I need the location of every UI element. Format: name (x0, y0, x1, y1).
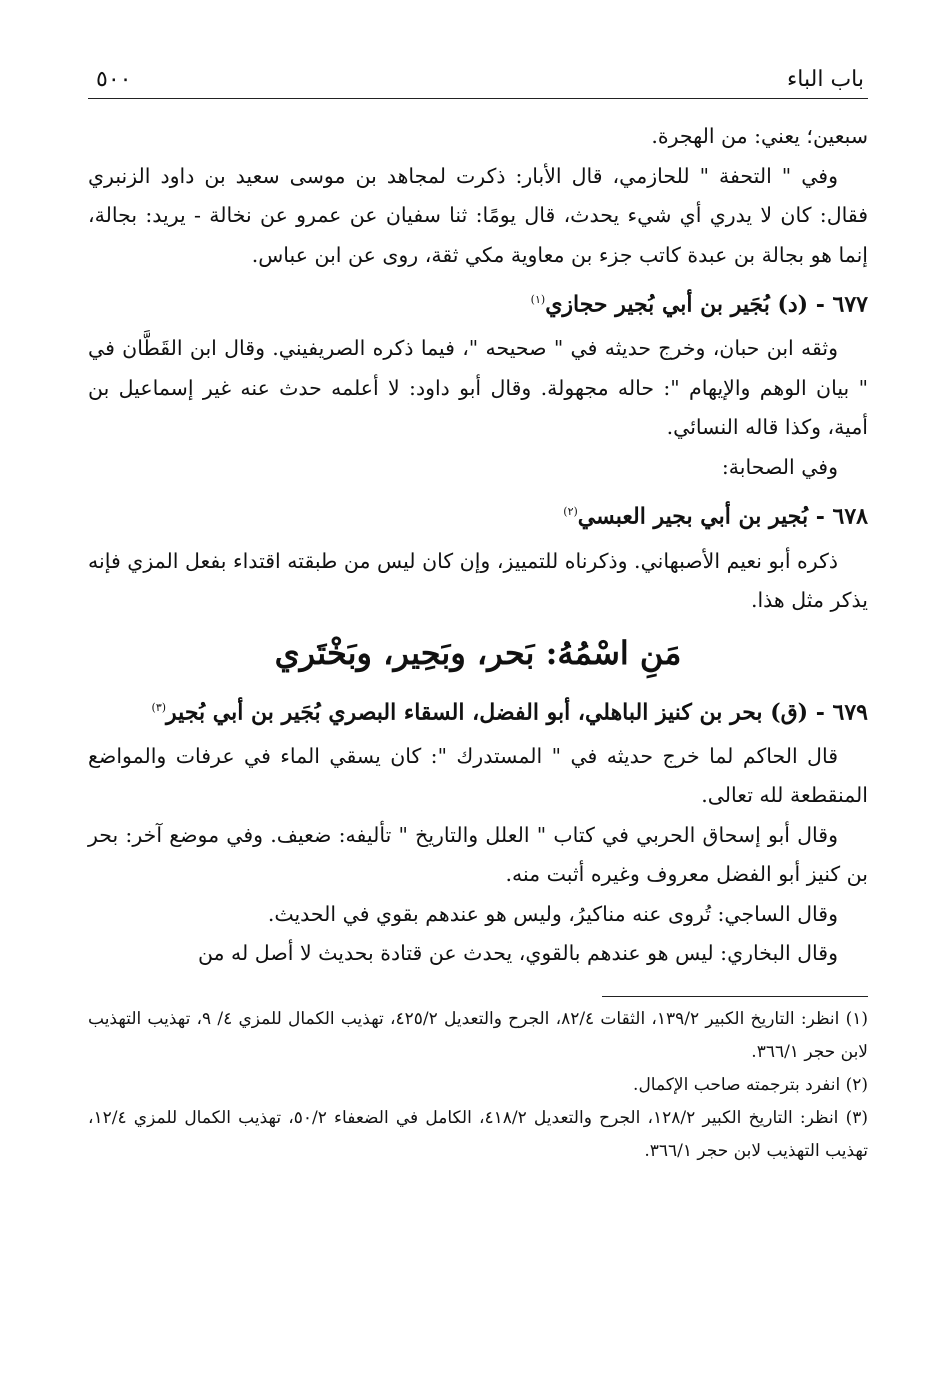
chapter-title: باب الباء (786, 67, 864, 92)
page-number: ٥٠٠ (96, 67, 132, 92)
running-header (88, 62, 868, 99)
paragraph: ذكره أبو نعيم الأصبهاني. وذكرناه للتمييز، وإن كان ليس من طبقته اقتداء بفعل المزي فإنه يذكر مثل هذا. (88, 548, 868, 613)
book-page (88, 62, 868, 1322)
entry-heading-678 (88, 491, 868, 537)
paragraph: وثقه ابن حبان، وخرج حديثه في " صحيحه "، فيما ذكره الصريفيني. وقال ابن القَطَّان في " بيان الوهم والإيهام ": حاله مجهولة. وقال أبو داود: لا أعلمه حدث عنه غير إسماعيل بن أمية، وكذا قاله النسائي. (88, 336, 868, 440)
entry-heading-text: ٦٧٨ - بُجير بن أبي بجير العبسي (577, 503, 868, 530)
footnote-ref: (١) (530, 293, 546, 306)
paragraph: سبعين؛ يعني: من الهجرة. (651, 124, 868, 148)
paragraph: وقال أبو إسحاق الحربي في كتاب " العلل والتاريخ " تأليفه: ضعيف. وفي موضع آخر: بحر بن كنيز أبو الفضل معروف وغيره أثبت منه. (88, 822, 868, 887)
entry-heading-679 (88, 687, 868, 733)
paragraph: وفي " التحفة " للحازمي، قال الأبار: ذكرت لمجاهد بن موسى سعيد بن داود الزنبري فقال: كان لا يدري أي شيء يحدث، قال يومًا: ثنا سفيان عن عمرو عن نخالة - يريد: بجالة، إنما هو بجالة بن عبدة كاتب جزء بن معاوية مكي ثقة، روى عن ابن عباس. (88, 163, 868, 267)
section-title: مَنِ اسْمُهُ: بَحر، وبَحِير، وبَخْتَري (274, 633, 682, 672)
paragraph: وقال الساجي: تُروى عنه مناكيرُ، وليس هو عندهم بقوي في الحديث. (267, 901, 838, 926)
main-text (88, 117, 868, 974)
entry-heading-677 (88, 279, 868, 325)
footnote-1: (١) انظر: التاريخ الكبير ١٣٩/٢، الثقات ٨٢/٤، الجرح والتعديل ٤٢٥/٢، تهذيب الكمال للمزي ٤/ ٩، تهذيب التهذيب لابن حجر ٣٦٦/١. (88, 1008, 868, 1062)
footnote-3: (٣) انظر: التاريخ الكبير ١٢٨/٢، الجرح والتعديل ٤١٨/٢، الكامل في الضعفاء ٥٠/٢، تهذيب الكمال للمزي ١٢/٤، تهذيب التهذيب لابن حجر ٣٦٦/١. (88, 1107, 869, 1161)
footnote-divider (602, 996, 868, 997)
paragraph: وفي الصحابة: (721, 454, 838, 479)
entry-heading-text: ٦٧٩ - (ق) بحر بن كنيز الباهلي، أبو الفضل، السقاء البصري بُجَير بن أبي بُجير (166, 698, 868, 725)
footnote-ref: (٢) (563, 505, 578, 519)
entry-heading-text: ٦٧٧ - (د) بُجَير بن أبي بُجير حجازي (545, 291, 868, 318)
footnotes (88, 1003, 868, 1168)
footnote-ref: (٣) (151, 700, 167, 714)
paragraph: قال الحاكم لما خرج حديثه في " المستدرك ": كان يسقي الماء في عرفات والمواضع المنقطعة لله تعالى. (88, 743, 868, 808)
paragraph: وقال البخاري: ليس هو عندهم بالقوي، يحدث عن قتادة بحديث لا أصل له من (197, 941, 838, 966)
footnote-2: (٢) انفرد بترجمته صاحب الإكمال. (633, 1074, 868, 1095)
